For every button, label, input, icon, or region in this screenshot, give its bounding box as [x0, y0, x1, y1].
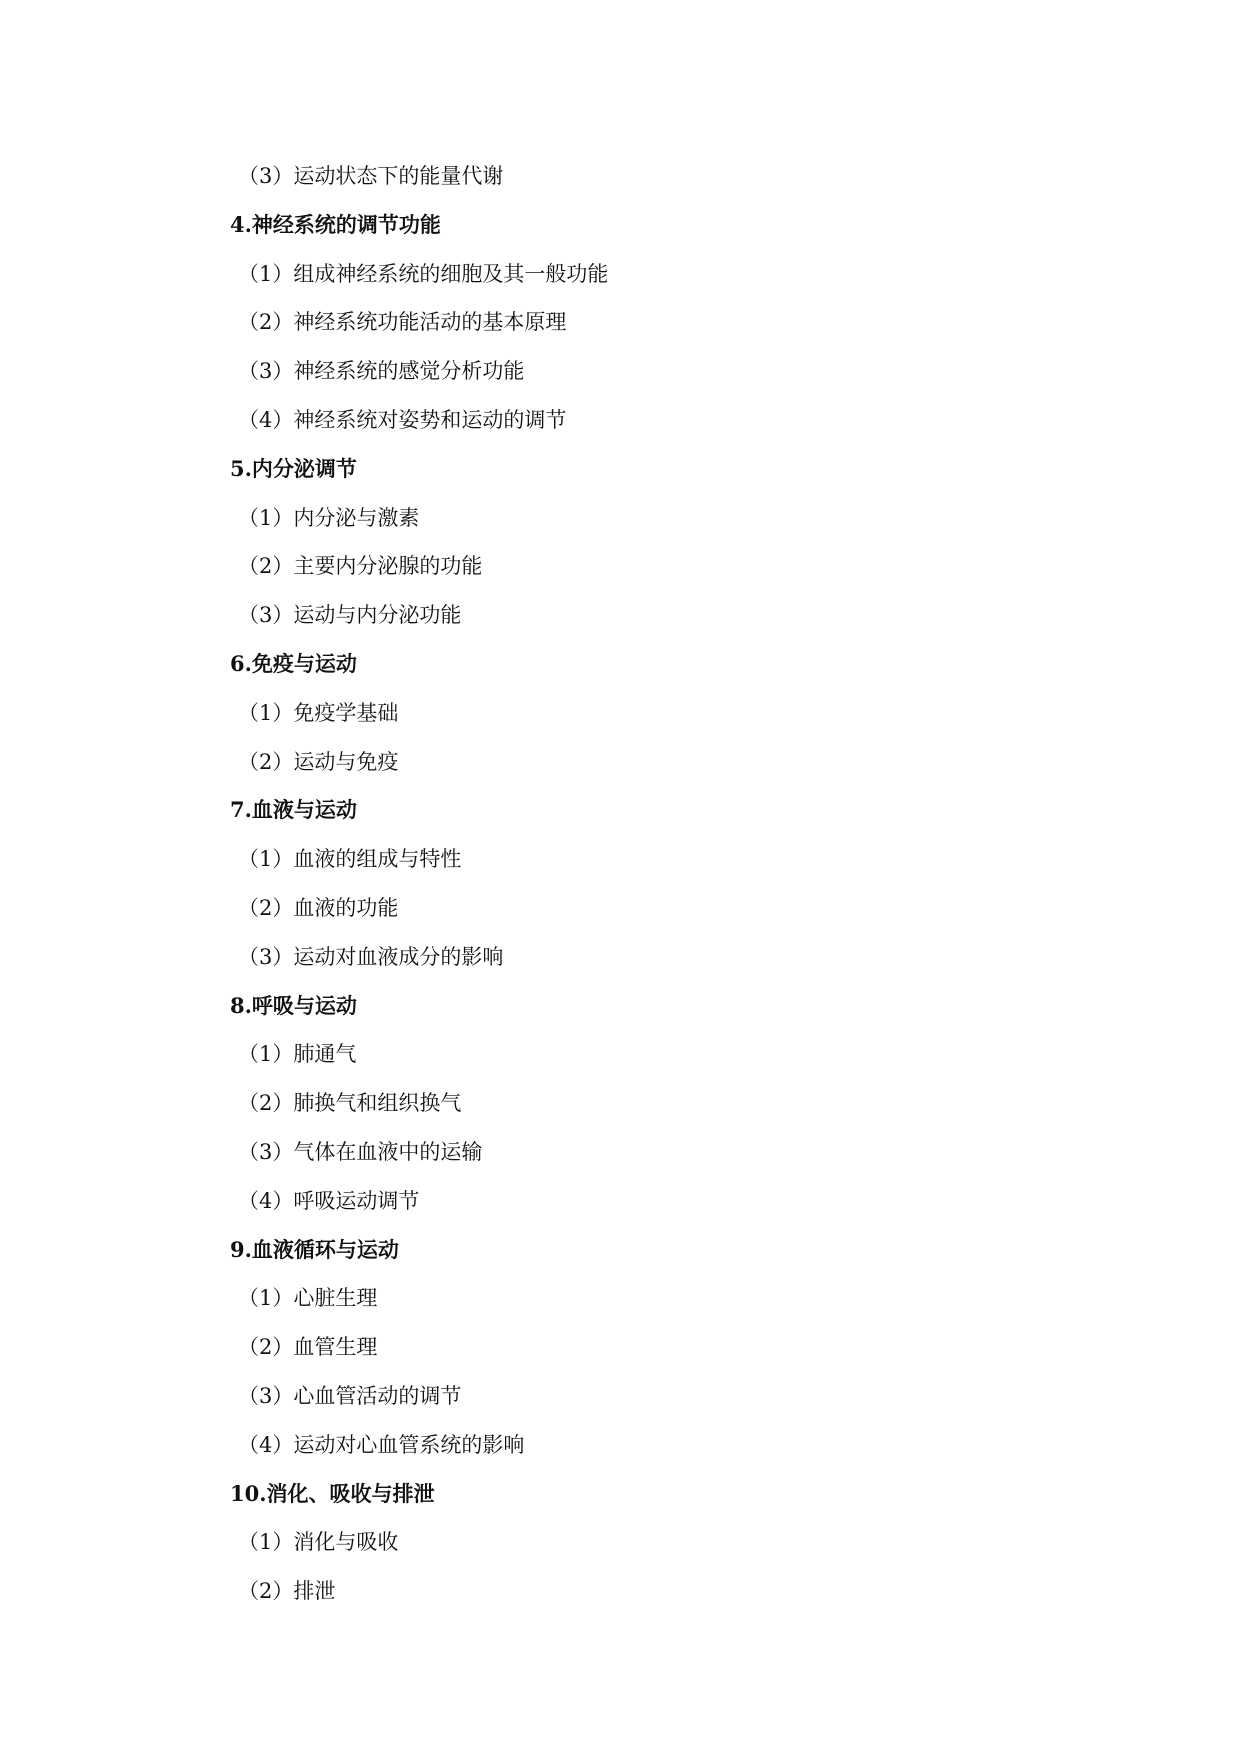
outline-item	[230, 396, 1130, 445]
section-heading	[230, 1226, 1130, 1275]
line-text: （2）肺换气和组织换气	[238, 1091, 462, 1116]
line-text: （2）运动与免疫	[238, 749, 399, 774]
line-text: （3）运动与内分泌功能	[238, 603, 462, 628]
line-text: （3）气体在血液中的运输	[238, 1139, 483, 1164]
line-text: （1）血液的组成与特性	[238, 847, 462, 872]
section-heading	[230, 786, 1130, 835]
line-text: （2）排泄	[238, 1579, 336, 1604]
line-text: （4）呼吸运动调节	[238, 1188, 420, 1213]
line-text: （3）运动对血液成分的影响	[238, 944, 504, 969]
section-heading	[230, 1470, 1130, 1519]
line-text: 6.免疫与运动	[230, 650, 357, 676]
outline-item	[230, 298, 1130, 347]
line-text: 5.内分泌调节	[230, 455, 357, 481]
outline-item	[230, 884, 1130, 933]
line-text: 10.消化、吸收与排泄	[230, 1480, 435, 1506]
outline-item	[230, 1567, 1130, 1616]
outline-item	[230, 1079, 1130, 1128]
outline-item	[230, 1323, 1130, 1372]
section-heading	[230, 640, 1130, 689]
outline-item	[230, 1518, 1130, 1567]
line-text: （3）运动状态下的能量代谢	[238, 164, 504, 188]
outline-item	[230, 1421, 1130, 1470]
outline-item	[230, 250, 1130, 299]
line-text: （1）消化与吸收	[238, 1530, 399, 1555]
line-text: 7.血液与运动	[230, 797, 357, 823]
outline-item	[230, 494, 1130, 543]
section-heading	[230, 201, 1130, 250]
outline-item	[230, 1030, 1130, 1079]
line-text: （1）内分泌与激素	[238, 505, 420, 530]
line-text: （4）神经系统对姿势和运动的调节	[238, 407, 567, 432]
line-text: （1）组成神经系统的细胞及其一般功能	[238, 261, 609, 286]
outline-item	[230, 347, 1130, 396]
line-text: （1）免疫学基础	[238, 700, 399, 725]
outline-item	[230, 933, 1130, 982]
line-text: （4）运动对心血管系统的影响	[238, 1432, 525, 1457]
line-text: （2）神经系统功能活动的基本原理	[238, 310, 567, 335]
outline-item	[230, 1128, 1130, 1177]
outline-item	[230, 738, 1130, 787]
outline-item	[230, 689, 1130, 738]
line-text: （2）主要内分泌腺的功能	[238, 554, 483, 579]
outline-item	[230, 1177, 1130, 1226]
section-heading	[230, 982, 1130, 1031]
line-text: （2）血液的功能	[238, 895, 399, 920]
outline-item	[230, 152, 1130, 201]
line-text: （3）神经系统的感觉分析功能	[238, 359, 525, 384]
outline-item	[230, 591, 1130, 640]
outline-item	[230, 835, 1130, 884]
line-text: 8.呼吸与运动	[230, 992, 357, 1018]
outline-item	[230, 1274, 1130, 1323]
line-text: （1）肺通气	[238, 1042, 357, 1067]
line-text: （1）心脏生理	[238, 1286, 378, 1311]
outline-item	[230, 1372, 1130, 1421]
section-heading	[230, 445, 1130, 494]
line-text: （3）心血管活动的调节	[238, 1383, 462, 1408]
line-text: （2）血管生理	[238, 1335, 378, 1360]
line-text: 9.血液循环与运动	[230, 1236, 399, 1262]
line-text: 4.神经系统的调节功能	[230, 211, 441, 237]
outline-content	[230, 152, 1130, 1616]
outline-item	[230, 542, 1130, 591]
